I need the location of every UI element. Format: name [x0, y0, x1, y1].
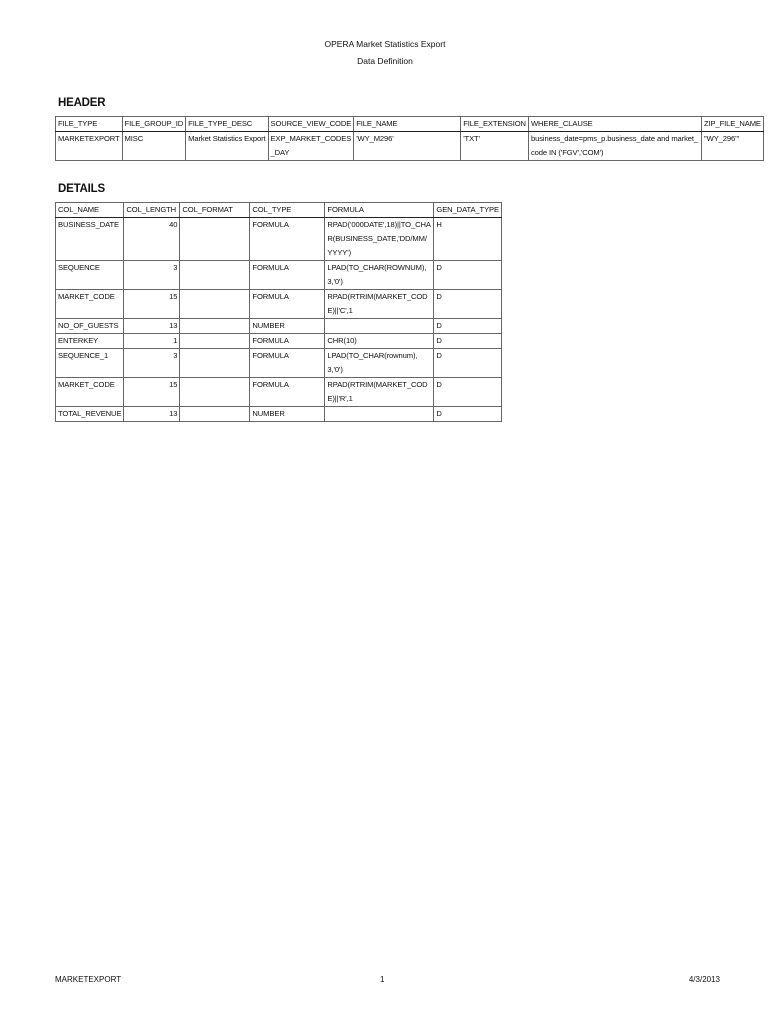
- details-table-cell: D: [434, 349, 502, 378]
- document-subtitle: Data Definition: [357, 56, 413, 66]
- details-table-cell: LPAD(TO_CHAR(ROWNUM),3,'0'): [325, 261, 434, 290]
- details-table-cell: 3: [124, 349, 180, 378]
- details-table-cell: RPAD(RTRIM(MARKET_CODE)||'C',1: [325, 290, 434, 319]
- details-table-cell: [325, 407, 434, 422]
- details-table-cell: D: [434, 261, 502, 290]
- details-table-cell: [180, 378, 250, 407]
- details-table-header-row: [56, 203, 502, 218]
- details-table-cell: RPAD('000DATE',18)||TO_CHAR(BUSINESS_DATE,'DD/MM/YYYY'): [325, 218, 434, 261]
- header-table-column-header: FILE_NAME: [354, 117, 461, 132]
- header-table-cell: Market Statistics Export: [186, 132, 268, 161]
- details-table-cell: FORMULA: [250, 334, 325, 349]
- details-table-row: [56, 349, 502, 378]
- footer-page-number: 1: [380, 975, 385, 984]
- details-table-cell: NUMBER: [250, 407, 325, 422]
- header-section-label: HEADER: [58, 97, 106, 109]
- header-table-column-header: FILE_TYPE_DESC: [186, 117, 268, 132]
- details-table-row: [56, 261, 502, 290]
- header-table-column-header: ZIP_FILE_NAME: [701, 117, 763, 132]
- details-table-cell: MARKET_CODE: [56, 378, 124, 407]
- details-table-row: [56, 334, 502, 349]
- details-table-cell: 13: [124, 407, 180, 422]
- header-table-cell: MISC: [122, 132, 186, 161]
- details-table-cell: D: [434, 290, 502, 319]
- header-table: [55, 116, 764, 161]
- details-table-cell: FORMULA: [250, 378, 325, 407]
- details-table-cell: BUSINESS_DATE: [56, 218, 124, 261]
- details-table-cell: H: [434, 218, 502, 261]
- document-title: OPERA Market Statistics Export: [324, 39, 446, 49]
- details-table-row: [56, 218, 502, 261]
- header-table-cell: 'TXT': [461, 132, 529, 161]
- header-table-cell: ''WY_296''': [701, 132, 763, 161]
- details-table: [55, 202, 502, 422]
- details-table-cell: [180, 319, 250, 334]
- header-table-cell: EXP_MARKET_CODES_DAY: [268, 132, 354, 161]
- header-table-header-row: [56, 117, 764, 132]
- header-table-column-header: FILE_TYPE: [56, 117, 123, 132]
- footer-date: 4/3/2013: [688, 975, 720, 984]
- details-table-cell: NO_OF_GUESTS: [56, 319, 124, 334]
- header-table-column-header: FILE_GROUP_ID: [122, 117, 186, 132]
- details-table-row: [56, 407, 502, 422]
- details-section-label: DETAILS: [58, 183, 105, 195]
- details-table-cell: FORMULA: [250, 261, 325, 290]
- details-table-cell: 3: [124, 261, 180, 290]
- details-table-cell: LPAD(TO_CHAR(rownum),3,'0'): [325, 349, 434, 378]
- details-table-cell: FORMULA: [250, 349, 325, 378]
- details-table-cell: FORMULA: [250, 290, 325, 319]
- details-table-cell: D: [434, 319, 502, 334]
- details-table-cell: [180, 334, 250, 349]
- footer-sheet-name: MARKETEXPORT: [55, 975, 122, 984]
- details-table-cell: RPAD(RTRIM(MARKET_CODE)||'R',1: [325, 378, 434, 407]
- details-table-cell: [180, 349, 250, 378]
- details-table-cell: ENTERKEY: [56, 334, 124, 349]
- details-table-cell: MARKET_CODE: [56, 290, 124, 319]
- details-table-cell: CHR(10): [325, 334, 434, 349]
- details-table-column-header: FORMULA: [325, 203, 434, 218]
- details-table-row: [56, 290, 502, 319]
- details-table-cell: FORMULA: [250, 218, 325, 261]
- details-table-cell: [180, 290, 250, 319]
- details-table-cell: [180, 407, 250, 422]
- details-table-column-header: GEN_DATA_TYPE: [434, 203, 502, 218]
- details-table-cell: 13: [124, 319, 180, 334]
- details-table-cell: TOTAL_REVENUE: [56, 407, 124, 422]
- details-table-cell: D: [434, 378, 502, 407]
- details-table-cell: [325, 319, 434, 334]
- header-table-cell: MARKETEXPORT: [56, 132, 123, 161]
- header-table-row: [56, 132, 764, 161]
- details-table-column-header: COL_FORMAT: [180, 203, 250, 218]
- details-table-cell: [180, 218, 250, 261]
- details-table-row: [56, 378, 502, 407]
- details-table-cell: 15: [124, 378, 180, 407]
- details-table-cell: SEQUENCE_1: [56, 349, 124, 378]
- details-table-column-header: COL_NAME: [56, 203, 124, 218]
- details-table-cell: D: [434, 334, 502, 349]
- header-table-column-header: WHERE_CLAUSE: [528, 117, 701, 132]
- details-table-cell: 40: [124, 218, 180, 261]
- details-table-cell: 15: [124, 290, 180, 319]
- details-table-cell: 1: [124, 334, 180, 349]
- header-table-cell: 'WY_M296': [354, 132, 461, 161]
- details-table-cell: SEQUENCE: [56, 261, 124, 290]
- details-table-row: [56, 319, 502, 334]
- details-table-column-header: COL_TYPE: [250, 203, 325, 218]
- details-table-column-header: COL_LENGTH: [124, 203, 180, 218]
- header-table-column-header: FILE_EXTENSION: [461, 117, 529, 132]
- header-table-column-header: SOURCE_VIEW_CODE: [268, 117, 354, 132]
- details-table-cell: D: [434, 407, 502, 422]
- header-table-cell: business_date=pms_p.business_date and market_code IN ('FGV','COM'): [528, 132, 701, 161]
- details-table-cell: [180, 261, 250, 290]
- details-table-cell: NUMBER: [250, 319, 325, 334]
